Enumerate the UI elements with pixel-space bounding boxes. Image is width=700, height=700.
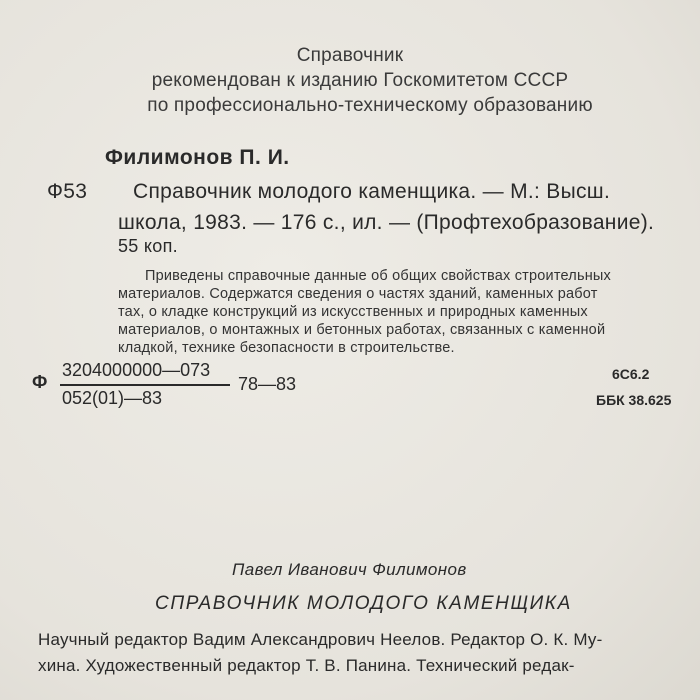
biblio-line-2: школа, 1983. — 176 с., ил. — (Профтехобразование). xyxy=(118,211,655,234)
bbk-code: ББК 38.625 xyxy=(596,392,672,408)
index-suffix: 78—83 xyxy=(238,374,297,394)
abstract-line-5: кладкой, технике безопасности в строительстве. xyxy=(118,340,455,356)
udc-code: 6С6.2 xyxy=(612,366,650,382)
abstract-line-4: материалов, о монтажных и бетонных работах, связанных с каменной xyxy=(118,322,606,338)
abstract-line-2: материалов. Содержатся сведения о частях зданий, каменных работ xyxy=(118,286,598,302)
approval-line-2: рекомендован к изданию Госкомитетом СССР xyxy=(151,70,569,91)
imprint-author: Павел Иванович Филимонов xyxy=(232,560,467,579)
approval-line-3: по профессионально-техническому образованию xyxy=(147,95,593,116)
f-letter: Ф xyxy=(32,372,48,392)
abstract-line-1: Приведены справочные данные об общих свойствах строительных xyxy=(145,268,611,284)
price: 55 коп. xyxy=(118,236,178,256)
credits-line-2: хина. Художественный редактор Т. В. Панина. Технический редак- xyxy=(38,656,575,675)
fraction-line xyxy=(60,384,230,386)
index-denominator: 052(01)—83 xyxy=(62,388,163,408)
author-name: Филимонов П. И. xyxy=(105,146,290,169)
abstract-line-3: тах, о кладке конструкций из искусственных и природных каменных xyxy=(118,304,588,320)
imprint-title: СПРАВОЧНИК МОЛОДОГО КАМЕНЩИКА xyxy=(155,593,572,614)
index-numerator: 3204000000—073 xyxy=(62,360,211,380)
catalog-code: Ф53 xyxy=(47,180,88,203)
credits-line-1: Научный редактор Вадим Александрович Неелов. Редактор О. К. Му- xyxy=(38,630,603,649)
approval-line-1: Справочник xyxy=(296,45,404,66)
biblio-line-1: Справочник молодого каменщика. — М.: Высш. xyxy=(133,180,611,203)
